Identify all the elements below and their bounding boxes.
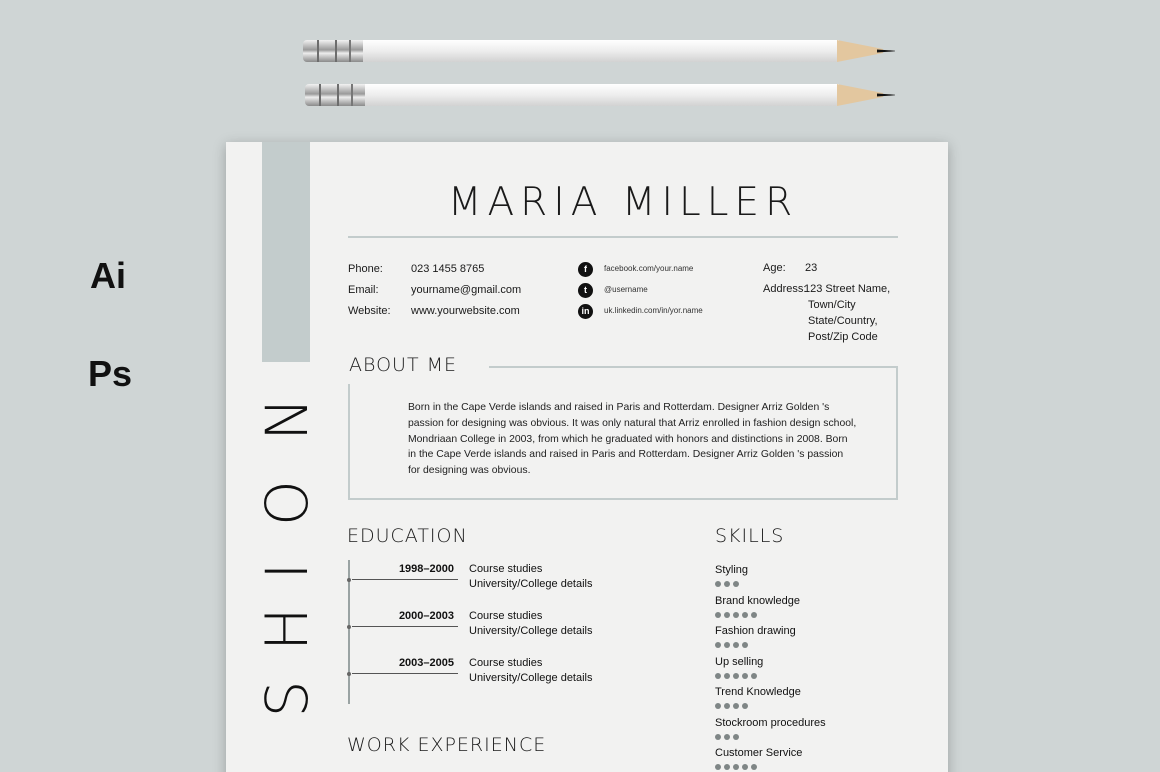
email-label: Email: bbox=[348, 284, 379, 296]
address-line: Town/City bbox=[808, 299, 856, 311]
twitter-icon: t bbox=[578, 283, 593, 298]
rating-dot bbox=[715, 673, 721, 679]
rating-dot bbox=[742, 612, 748, 618]
skill-name: Fashion drawing bbox=[715, 625, 796, 637]
skill-name: Up selling bbox=[715, 655, 764, 668]
education-school: University/College details bbox=[469, 578, 593, 590]
pencil-bottom-tip bbox=[837, 84, 895, 106]
education-years: 2003–2005 bbox=[398, 657, 454, 669]
rating-dot bbox=[742, 764, 748, 770]
rating-dot bbox=[715, 703, 721, 709]
rating-dot bbox=[724, 673, 730, 679]
phone-label: Phone: bbox=[348, 263, 383, 275]
pencil-bottom-ferrule bbox=[305, 84, 365, 106]
pencil-bottom bbox=[305, 84, 895, 106]
facebook-handle: facebook.com/your.name bbox=[604, 264, 694, 273]
rating-dot bbox=[751, 673, 757, 679]
pencil-top-tip bbox=[837, 40, 895, 62]
illustrator-badge: Ai bbox=[90, 255, 126, 296]
education-school: University/College details bbox=[469, 625, 593, 637]
education-item bbox=[348, 654, 593, 688]
timeline-connector bbox=[352, 673, 458, 674]
rating-dot bbox=[724, 581, 730, 587]
pencil-bottom-body bbox=[365, 84, 839, 106]
timeline-dot bbox=[347, 672, 351, 676]
rating-dot bbox=[715, 734, 721, 740]
skill-rating bbox=[715, 703, 748, 709]
timeline-dot bbox=[347, 625, 351, 629]
skill-name: Styling bbox=[715, 564, 749, 576]
rating-dot bbox=[742, 673, 748, 679]
education-course: Course studies bbox=[469, 563, 543, 575]
rating-dot bbox=[742, 642, 748, 648]
education-course: Course studies bbox=[469, 657, 543, 669]
skill-name: Customer Service bbox=[715, 747, 803, 759]
name-divider bbox=[348, 236, 898, 238]
skills-title: SKILLS bbox=[715, 525, 785, 547]
rating-dot bbox=[751, 612, 757, 618]
vertical-title bbox=[253, 397, 321, 737]
skill-rating bbox=[715, 642, 748, 648]
skill-rating bbox=[715, 734, 739, 740]
timeline-dot bbox=[347, 578, 351, 582]
photoshop-badge: Ps bbox=[88, 353, 133, 394]
linkedin-handle: uk.linkedin.com/in/yor.name bbox=[604, 306, 703, 315]
rating-dot bbox=[715, 581, 721, 587]
rating-dot bbox=[733, 612, 739, 618]
rating-dot bbox=[733, 764, 739, 770]
education-school: University/College details bbox=[469, 672, 593, 684]
rating-dot bbox=[733, 673, 739, 679]
rating-dot bbox=[733, 703, 739, 709]
vertical-letter: H bbox=[253, 607, 321, 651]
about-divider bbox=[489, 366, 897, 368]
rating-dot bbox=[733, 734, 739, 740]
about-text: Born in the Cape Verde islands and raised in Paris and Rotterdam. Designer Arriz Golden 's passion for designing was obvious. It was only natural that Arriz enrolled in fashion design school, Mondriaan College in 2003, from which he graduated with honors and distinctions in 2008. Born in the Cape Verde islands and raised in Paris and Rotterdam. Designer Arriz Golden 's passion for designing was obvious. bbox=[408, 402, 857, 477]
vertical-letter: N bbox=[253, 397, 321, 441]
skill-name: Stockroom procedures bbox=[715, 716, 826, 729]
about-frame-top-right bbox=[896, 366, 898, 386]
facebook-icon: f bbox=[578, 262, 593, 277]
rating-dot bbox=[724, 764, 730, 770]
education-item bbox=[348, 560, 593, 594]
pencil-top-body bbox=[363, 40, 839, 62]
website-label: Website: bbox=[348, 305, 391, 317]
linkedin-icon: in bbox=[578, 304, 593, 319]
rating-dot bbox=[724, 734, 730, 740]
pencil-top-ferrule bbox=[303, 40, 363, 62]
education-item bbox=[348, 607, 593, 641]
phone-value: 023 1455 8765 bbox=[411, 263, 485, 275]
rating-dot bbox=[715, 642, 721, 648]
rating-dot bbox=[715, 764, 721, 770]
pencil-top bbox=[303, 40, 895, 62]
address-line: Post/Zip Code bbox=[808, 331, 878, 343]
email-value: yourname@gmail.com bbox=[411, 284, 522, 296]
skill-name: Brand knowledge bbox=[715, 594, 801, 607]
education-title: EDUCATION bbox=[347, 525, 468, 547]
rating-dot bbox=[724, 703, 730, 709]
address-line: 123 Street Name, bbox=[804, 283, 891, 295]
resume-page bbox=[226, 142, 948, 772]
skill-rating bbox=[715, 581, 739, 587]
resume-name: MARIA MILLER bbox=[447, 180, 799, 225]
education-years: 2000–2003 bbox=[398, 610, 454, 622]
rating-dot bbox=[724, 642, 730, 648]
vertical-letter: O bbox=[253, 480, 321, 526]
rating-dot bbox=[751, 764, 757, 770]
address-label: Address: bbox=[763, 283, 807, 295]
timeline-connector bbox=[352, 626, 458, 627]
about-title: ABOUT ME bbox=[349, 354, 458, 376]
vertical-letter: S bbox=[253, 680, 321, 718]
skill-name: Trend Knowledge bbox=[715, 686, 801, 698]
skill-rating bbox=[715, 673, 757, 679]
rating-dot bbox=[733, 581, 739, 587]
education-years: 1998–2000 bbox=[398, 563, 454, 575]
rating-dot bbox=[724, 612, 730, 618]
vertical-letter: I bbox=[253, 562, 321, 580]
address-line: State/Country, bbox=[808, 315, 878, 327]
timeline-connector bbox=[352, 579, 458, 580]
work-experience-title: WORK EXPERIENCE bbox=[347, 734, 547, 756]
age-label: Age: bbox=[763, 262, 786, 274]
side-accent-bar bbox=[262, 142, 310, 362]
age-value: 23 bbox=[805, 262, 818, 274]
rating-dot bbox=[715, 612, 721, 618]
website-value: www.yourwebsite.com bbox=[411, 305, 520, 317]
rating-dot bbox=[733, 642, 739, 648]
twitter-handle: @username bbox=[604, 285, 648, 294]
rating-dot bbox=[742, 703, 748, 709]
education-course: Course studies bbox=[469, 610, 543, 622]
skill-rating bbox=[715, 612, 757, 618]
skill-rating bbox=[715, 764, 757, 770]
